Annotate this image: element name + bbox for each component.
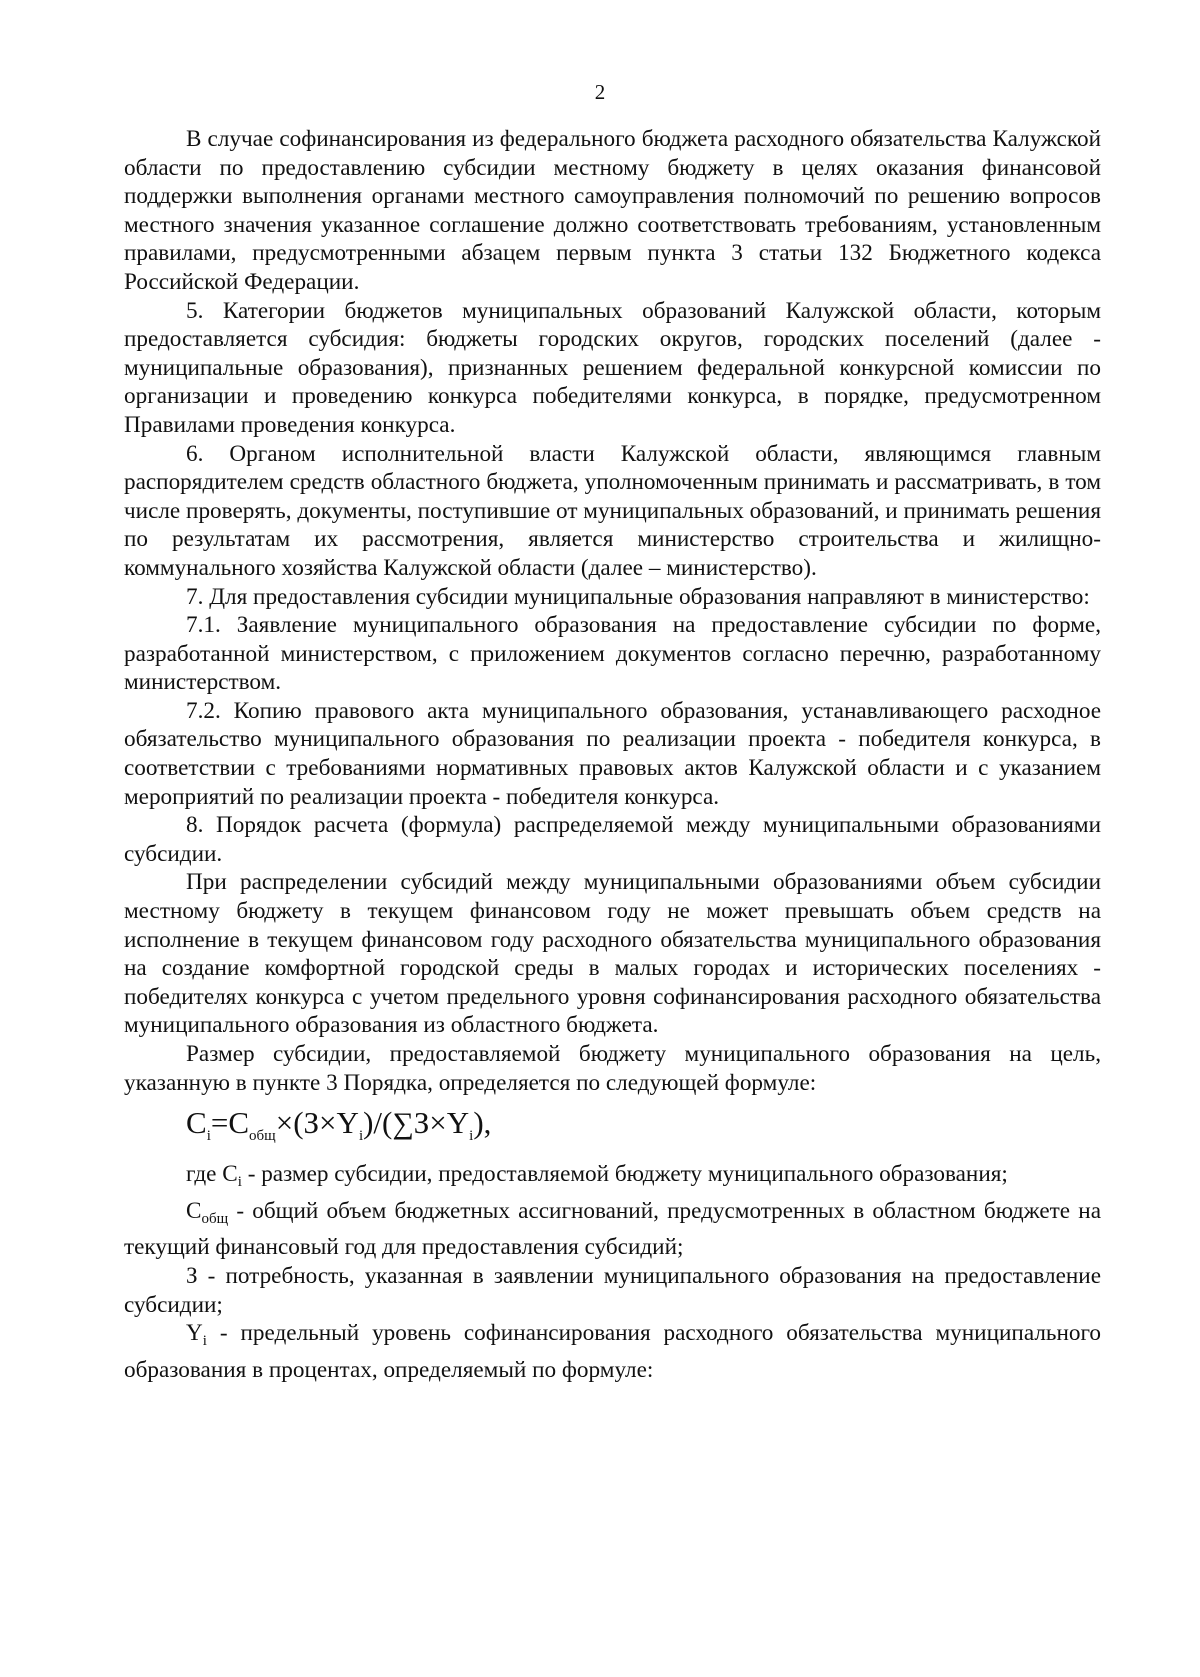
- formula-sum-yi-subscript: i: [469, 1128, 474, 1145]
- paragraph-cofinancing: В случае софинансирования из федерального бюджета расходного обязательства Калужской области по предоставлению субсидии местному бюджету в целях оказания финансовой поддержки выполнения органами местного самоуправления полномочий по решению вопросов местного значения указанное соглашение должно соответствовать требованиям, установленным правилами, предусмотренными абзацем первым пункта 3 статьи 132 Бюджетного кодекса Российской Федерации.: [124, 126, 1101, 295]
- definition-yi: $Y_i$ - предельный уровень софинансирования расходного обязательства муниципального образования в процентах, определяемый по формуле:: [124, 1320, 1101, 1383]
- formula-end: ),: [473, 1105, 492, 1141]
- paragraph-7-2-legal-act: 7.2. Копию правового акта муниципального образования, устанавливающего расходное обязательство муниципального образования по реализации проекта - победителя конкурса, в соответствии с требованиями нормативных правовых актов Калужской области и с указанием мероприятий по реализации проекта - победителя конкурса.: [124, 697, 1101, 810]
- paragraph-5-budget-categories: 5. Категории бюджетов муниципальных образований Калужской области, которым предоставляется субсидия: бюджеты городских округов, городских поселений (далее - муниципальные образования), признанных решением федеральной конкурсной комиссии по организации и проведению конкурса победителями конкурса, в порядке, предусмотренном Правилами проведения конкурса.: [124, 297, 1101, 438]
- formula-times-z: ×(З×: [275, 1105, 337, 1141]
- page-number: 2: [594, 80, 606, 104]
- formula-ci: C: [186, 1105, 207, 1141]
- formula-yi-subscript: i: [358, 1128, 364, 1145]
- formula-c-total-subscript: общ: [249, 1128, 276, 1145]
- subsidy-formula: [124, 1101, 1101, 1158]
- formula-sum-z: З×: [413, 1105, 447, 1141]
- formula-equals: =: [210, 1105, 229, 1141]
- definition-z: З - потребность, указанная в заявлении муниципального образования на предоставление субсидии;: [124, 1262, 1101, 1318]
- formula-division: )/(: [363, 1105, 393, 1141]
- formula-sum-symbol: ∑: [392, 1107, 414, 1141]
- formula-ci-subscript: i: [206, 1128, 211, 1145]
- paragraph-8-calculation-order: 8. Порядок расчета (формула) распределяемой между муниципальными образованиями субсидии.: [124, 812, 1101, 867]
- paragraph-7-documents: 7. Для предоставления субсидии муниципальные образования направляют в министерство:: [186, 583, 1090, 610]
- document-body: [124, 125, 1101, 1384]
- paragraph-distribution-rules: При распределении субсидий между муниципальными образованиями объем субсидии местному бюджету в текущем финансовом году не может превышать объем средств на исполнение в текущем финансовом году расходного обязательства муниципального образования на создание комфортной городской среды в малых городах и исторических поселениях - победителях конкурса с учетом предельного уровня софинансирования расходного обязательства муниципального образования из областного бюджета.: [124, 869, 1101, 1039]
- formula-sum-yi: Y: [446, 1105, 470, 1141]
- paragraph-7-1-application: 7.1. Заявление муниципального образования на предоставление субсидии по форме, разработанной министерством, с приложением документов согласно перечню, разработанному министерством.: [124, 612, 1101, 696]
- formula-yi: Y: [336, 1105, 359, 1141]
- paragraph-subsidy-size: Размер субсидии, предоставляемой бюджету муниципального образования на цель, указанную в пункте 3 Порядка, определяется по следующей формуле:: [124, 1041, 1101, 1096]
- formula-c-total: C: [228, 1105, 250, 1141]
- paragraph-6-executive-body: 6. Органом исполнительной власти Калужской области, являющимся главным распорядителем средств областного бюджета, уполномоченным принимать и рассматривать, в том числе проверять, документы, поступившие от муниципальных образований, и принимать решения по результатам их рассмотрения, является министерство строительства и жилищно-коммунального хозяйства Калужской области (далее – министерство).: [124, 440, 1101, 581]
- definition-ci: где $C_i$ - размер субсидии, предоставляемой бюджету муниципального образования;: [186, 1161, 1008, 1191]
- definition-c-total: $C_{общ}$ - общий объем бюджетных ассигнований, предусмотренных в областном бюджете на текущий финансовый год для предоставления субсидий;: [124, 1197, 1101, 1261]
